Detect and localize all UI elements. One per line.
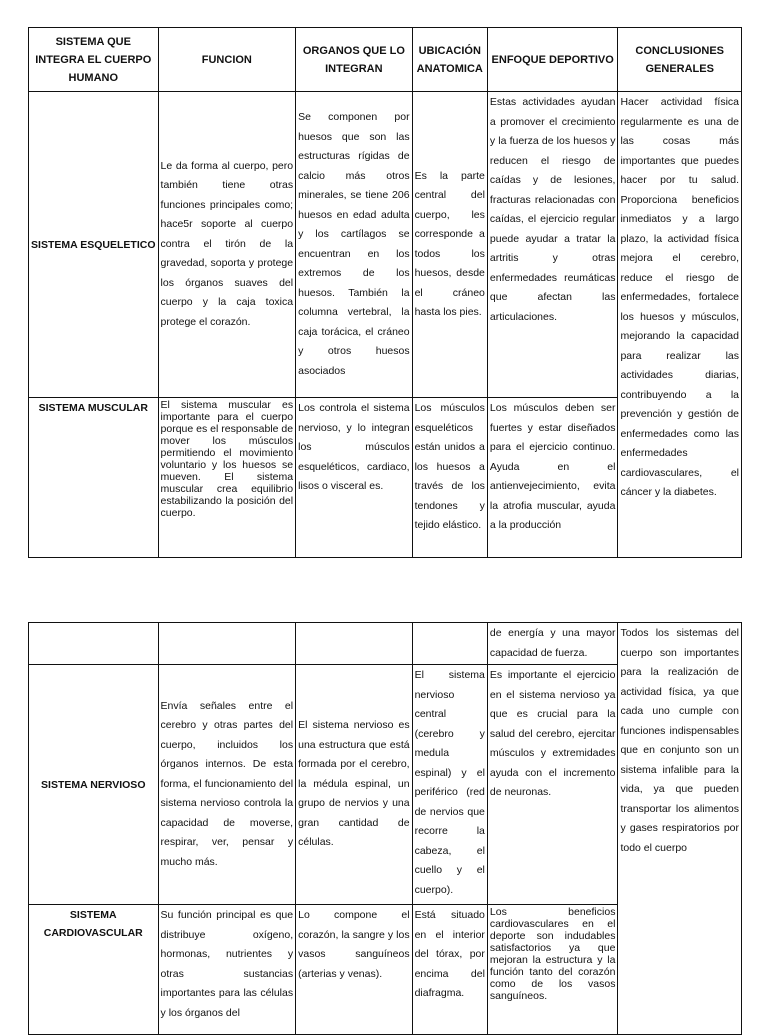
funcion-cell: Envía señales entre el cerebro y otras partes del cuerpo, incluidos los órganos internos. De esta forma, el funcionamiento del sistema nervioso controla la capacidad de moverse, respirar, ver, pensar y mucho más. (158, 665, 296, 905)
system-name-cell: SISTEMA ESQUELETICO (29, 92, 159, 398)
system-name-cell: SISTEMA CARDIOVASCULAR (29, 905, 159, 1035)
table-header-row (29, 28, 742, 92)
header-funcion: FUNCION (158, 28, 296, 92)
header-sistema: SISTEMA QUE INTEGRA EL CUERPO HUMANO (29, 28, 159, 92)
header-ubicacion: UBICACIÓN ANATOMICA (412, 28, 487, 92)
organos-cell: El sistema nervioso es una estructura que está formada por el cerebro, la médula espinal, un grupo de nervios y una gran cantidad de células. (296, 665, 412, 905)
organos-cell: Se componen por huesos que son las estructuras rígidas de calcio más otros minerales, se tiene 206 huesos en edad adulta y los cartílagos se encuentran en los extremos de los huesos. También la columna vertebral, la caja torácica, el cráneo y otros huesos asociados (296, 92, 412, 398)
header-enfoque: ENFOQUE DEPORTIVO (487, 28, 618, 92)
enfoque-continuation-cell: de energía y una mayor capacidad de fuerza. (487, 623, 618, 665)
ubicacion-cell: Está situado en el interior del tórax, por encima del diafragma. (412, 905, 487, 1035)
empty-cell (412, 623, 487, 665)
enfoque-cell: Estas actividades ayudan a promover el crecimiento y la fuerza de los huesos y reducen el riesgo de caídas y de lesiones, fracturas relacionadas con caídas, el ejercicio regular puede ayudar a tratar la artritis y otras enfermedades reumáticas que afectan las articulaciones. (487, 92, 618, 398)
system-name-cell: SISTEMA MUSCULAR (29, 398, 159, 558)
enfoque-cell: Es importante el ejercicio en el sistema nervioso ya que es crucial para la salud del cerebro, ejercitar músculos y extremidades ayuda con el incremento de neuronas. (487, 665, 618, 905)
ubicacion-cell: Los músculos esqueléticos están unidos a los huesos a través de los tendones y tejido elástico. (412, 398, 487, 558)
funcion-cell: Su función principal es que distribuye oxígeno, hormonas, nutrientes y otras sustancias importantes para las células y los órganos del (158, 905, 296, 1035)
ubicacion-cell: El sistema nervioso central (cerebro y medula espinal) y el periférico (red de nervios que recorre la cabeza, el cuello y el cuerpo). (412, 665, 487, 905)
funcion-cell: Le da forma al cuerpo, pero también tiene otras funciones principales como; hace5r soporte al cuerpo contra el tirón de la gravedad, soporta y protege los órganos suaves del cuerpo y la caja toxica protege el corazón. (158, 92, 296, 398)
systems-table-page2 (28, 622, 742, 1035)
conclusiones-cell: Hacer actividad física regularmente es una de las cosas más importantes que puedes hacer por tu salud. Proporciona beneficios inmediatos y a largo plazo, la actividad física mejora el cerebro, reduce el riesgo de enfermedades, fortalece los huesos y músculos, mejorando la capacidad para realizar las actividades diarias, contribuyendo a la prevención y gestión de enfermedades como las enfermedades cardiovasculares, el cáncer y la diabetes. (618, 92, 742, 558)
empty-cell (158, 623, 296, 665)
empty-cell (296, 623, 412, 665)
system-name-cell: SISTEMA NERVIOSO (29, 665, 159, 905)
table-row (29, 623, 742, 665)
organos-cell: Lo compone el corazón, la sangre y los vasos sanguíneos (arterias y venas). (296, 905, 412, 1035)
ubicacion-cell: Es la parte central del cuerpo, les corresponde a todos los huesos, desde el cráneo hasta los pies. (412, 92, 487, 398)
systems-table-page1 (28, 27, 742, 558)
table-row (29, 92, 742, 398)
enfoque-cell: Los músculos deben ser fuertes y estar diseñados para el ejercicio continuo. Ayuda en el antienvejecimiento, evita la atrofia muscular, ayuda a la producción (487, 398, 618, 558)
header-organos: ORGANOS QUE LO INTEGRAN (296, 28, 412, 92)
funcion-cell: El sistema muscular es importante para el cuerpo porque es el responsable de mover los músculos permitiendo el movimiento voluntario y los huesos se mueven. El sistema muscular crea equilibrio estabilizando la posición del cuerpo. (158, 398, 296, 558)
enfoque-cell: Los beneficios cardiovasculares en el deporte son indudables satisfactorios ya que mejoran la estructura y la función tanto del corazón como de los vasos sanguíneos. (487, 905, 618, 1035)
header-conclusiones: CONCLUSIONES GENERALES (618, 28, 742, 92)
empty-cell (29, 623, 159, 665)
organos-cell: Los controla el sistema nervioso, y lo integran los músculos esqueléticos, cardiaco, lisos o visceral es. (296, 398, 412, 558)
conclusiones-cell: Todos los sistemas del cuerpo son importantes para la realización de actividad física, ya que cada uno cumple con funciones indispensables que en conjunto son un sistema infalible para la vida, ya que pueden transportar los alimentos y gases respiratorios por todo el cuerpo (618, 623, 742, 1035)
